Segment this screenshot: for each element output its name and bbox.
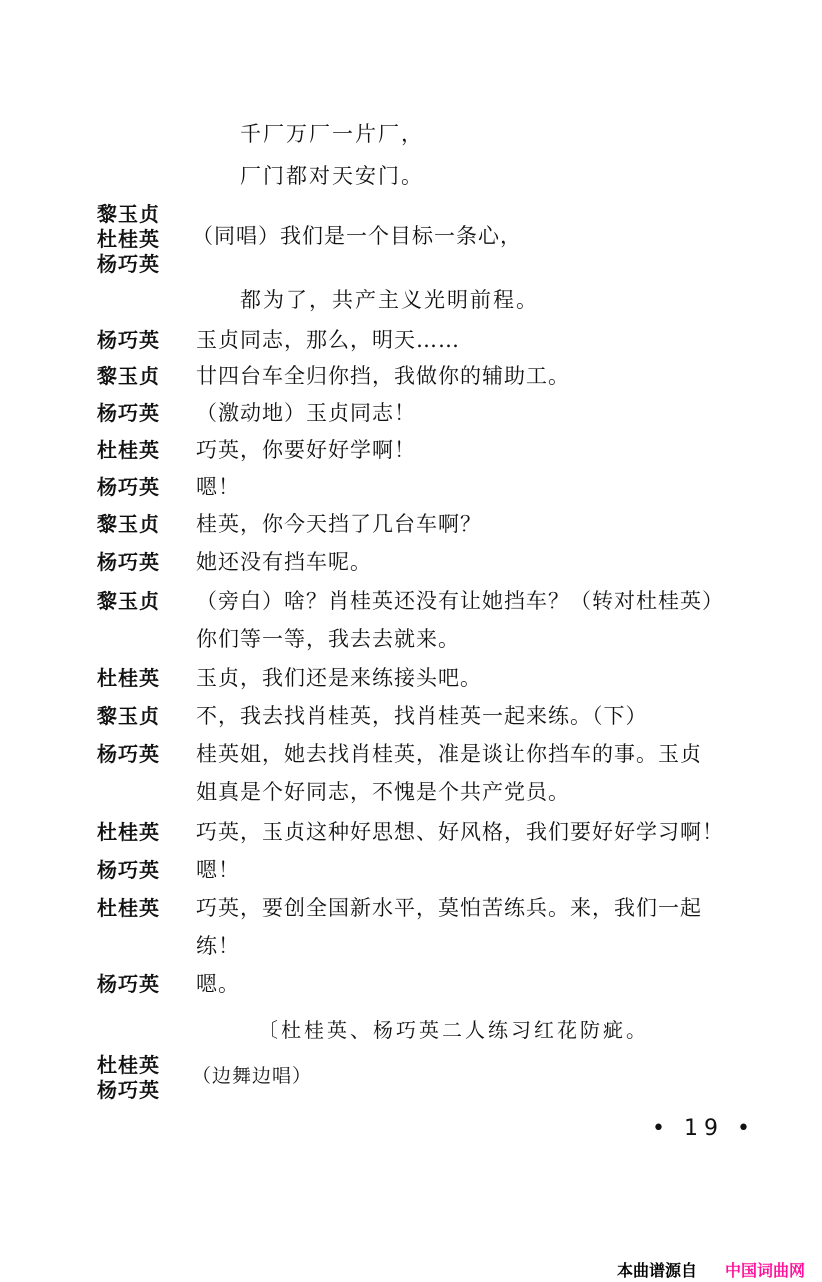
speaker-name: 杜桂英 — [97, 227, 160, 251]
watermark-site-link[interactable]: 中国词曲网 — [725, 1261, 806, 1280]
speaker-name: 杨巧英 — [97, 328, 160, 352]
dialogue-line: （激动地）玉贞同志！ — [196, 401, 416, 425]
dialogue-line: 玉贞，我们还是来练接头吧。 — [196, 666, 482, 690]
dialogue-line: 练！ — [196, 934, 240, 958]
dialogue-line: 桂英，你今天挡了几台车啊？ — [196, 512, 482, 536]
speaker-name: 杨巧英 — [97, 1078, 160, 1102]
group-speakers — [97, 1053, 160, 1103]
speaker-name: 杨巧英 — [97, 252, 160, 276]
dialogue-line: （边舞边唱） — [192, 1065, 313, 1087]
speaker-name: 杜桂英 — [97, 1053, 160, 1077]
watermark-prefix: 本曲谱源自 — [617, 1261, 698, 1280]
speaker-name: 黎玉贞 — [97, 589, 160, 613]
dialogue-line: 巧英，你要好好学啊！ — [196, 438, 416, 462]
dialogue-line: 嗯！ — [196, 858, 240, 882]
speaker-name: 杜桂英 — [97, 666, 160, 690]
dialogue-line: （同唱）我们是一个目标一条心， — [192, 224, 522, 248]
speaker-name: 杨巧英 — [97, 858, 160, 882]
stage-direction: 〔杜桂英、杨巧英二人练习红花防疵。 — [258, 1018, 649, 1042]
speaker-name: 杨巧英 — [97, 972, 160, 996]
dialogue-line: 她还没有挡车呢。 — [196, 550, 372, 574]
dialogue-line: 嗯。 — [196, 972, 240, 996]
page-number: • 19 • — [652, 1116, 756, 1141]
dialogue-line: 都为了，共产主义光明前程。 — [240, 288, 539, 312]
group-speakers — [97, 202, 160, 277]
speaker-name: 杨巧英 — [97, 475, 160, 499]
speaker-name: 黎玉贞 — [97, 512, 160, 536]
speaker-name: 杜桂英 — [97, 438, 160, 462]
speaker-name: 黎玉贞 — [97, 202, 160, 226]
dialogue-line: 姐真是个好同志，不愧是个共产党员。 — [196, 780, 570, 804]
dialogue-line: 不，我去找肖桂英，找肖桂英一起来练。（下） — [196, 704, 648, 728]
speaker-name: 杨巧英 — [97, 550, 160, 574]
dialogue-line: （旁白）啥？肖桂英还没有让她挡车？（转对杜桂英） — [196, 589, 724, 613]
speaker-name: 杜桂英 — [97, 896, 160, 920]
dialogue-line: 巧英，要创全国新水平，莫怕苦练兵。来，我们一起 — [196, 896, 702, 920]
dialogue-line: 嗯！ — [196, 475, 240, 499]
verse-line: 厂门都对天安门。 — [240, 164, 424, 188]
speaker-name: 杨巧英 — [97, 742, 160, 766]
speaker-name: 杨巧英 — [97, 401, 160, 425]
speaker-name: 杜桂英 — [97, 820, 160, 844]
dialogue-line: 廿四台车全归你挡，我做你的辅助工。 — [196, 364, 570, 388]
dialogue-line: 桂英姐，她去找肖桂英，准是谈让你挡车的事。玉贞 — [196, 742, 702, 766]
dialogue-line: 巧英，玉贞这种好思想、好风格，我们要好好学习啊！ — [196, 820, 724, 844]
speaker-name: 黎玉贞 — [97, 364, 160, 388]
dialogue-line: 你们等一等，我去去就来。 — [196, 627, 460, 651]
dialogue-line: 玉贞同志，那么，明天…… — [196, 328, 460, 352]
verse-line: 千厂万厂一片厂， — [240, 122, 424, 146]
speaker-name: 黎玉贞 — [97, 704, 160, 728]
